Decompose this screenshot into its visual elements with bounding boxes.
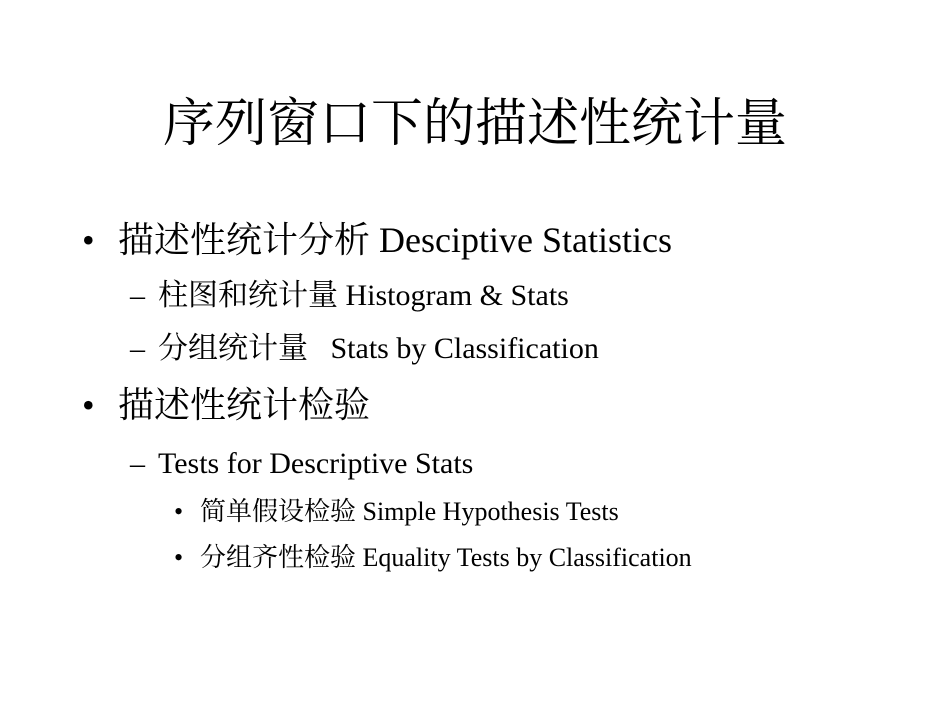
bullet-text: 描述性统计检验 (118, 385, 371, 425)
sub-item-tests-for-descriptive-stats (130, 445, 473, 483)
subsub-item-text: 分组齐性检验 Equality Tests by Classification (200, 543, 692, 572)
bullet-marker: • (82, 385, 95, 425)
subsub-item-equality-tests (174, 542, 692, 574)
subsub-item-text: 简单假设检验 Simple Hypothesis Tests (200, 497, 619, 526)
dash-marker: – (130, 332, 145, 365)
slide-title: 序列窗口下的描述性统计量 (162, 96, 787, 153)
sub-item-text: Tests for Descriptive Stats (158, 447, 474, 480)
bullet-item-descriptive-tests (82, 383, 370, 427)
bullet-marker: • (174, 497, 184, 526)
subsub-item-simple-hypothesis-tests (174, 496, 619, 528)
sub-item-histogram-stats (130, 277, 569, 315)
dash-marker: – (130, 279, 145, 312)
bullet-marker: • (82, 220, 95, 260)
dash-marker: – (130, 447, 145, 480)
sub-item-text: 分组统计量 Stats by Classification (158, 332, 599, 365)
bullet-text: 描述性统计分析 Desciptive Statistics (118, 220, 672, 260)
bullet-marker: • (174, 543, 184, 572)
sub-item-text: 柱图和统计量 Histogram & Stats (158, 279, 569, 312)
sub-item-stats-by-classification (130, 330, 599, 368)
bullet-item-descriptive-statistics (82, 218, 672, 262)
